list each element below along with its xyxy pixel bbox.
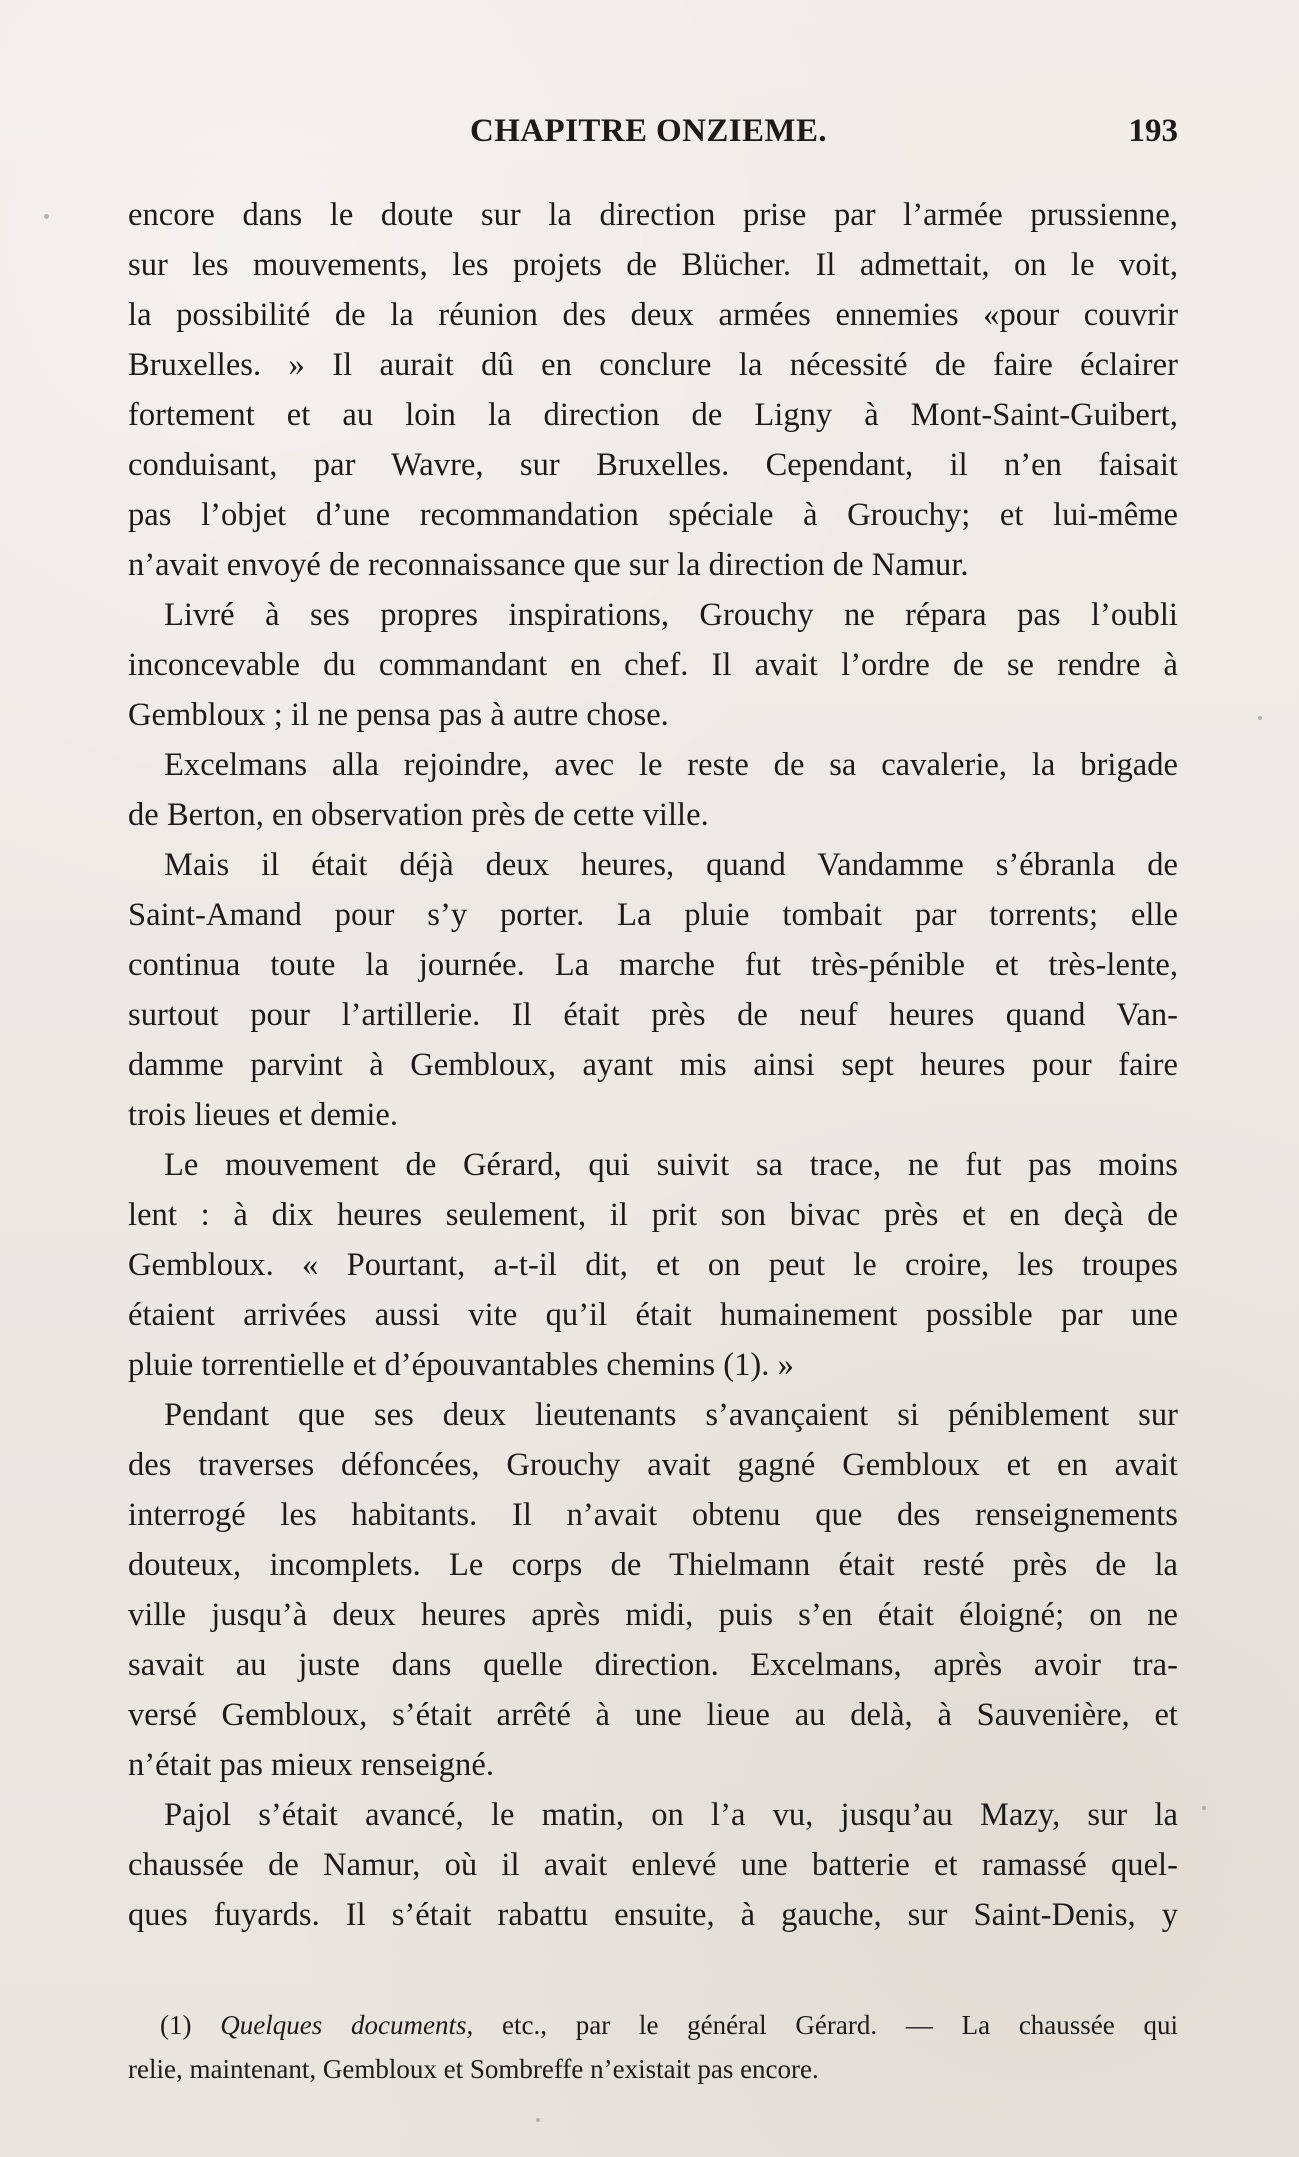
text-line: Pendant que ses deux lieutenants s’avançaient si péniblement sur [164, 1397, 1178, 1433]
text-line: Mais il était déjà deux heures, quand Vandamme s’ébranla de [164, 847, 1178, 883]
text-line: étaient arrivées aussi vite qu’il était humainement possible par une [128, 1297, 1178, 1333]
text-line: Gembloux ; il ne pensa pas à autre chose. [128, 697, 669, 733]
text-line: trois lieues et demie. [128, 1097, 399, 1133]
text-line: des traverses défoncées, Grouchy avait gagné Gembloux et en avait [128, 1447, 1178, 1483]
text-line: la possibilité de la réunion des deux armées ennemies «pour couvrir [128, 297, 1178, 333]
text-line: Le mouvement de Gérard, qui suivit sa trace, ne fut pas moins [164, 1147, 1178, 1183]
chapter-title: CHAPITRE ONZIEME. [470, 113, 828, 149]
text-line: fortement et au loin la direction de Ligny à Mont-Saint-Guibert, [128, 397, 1178, 433]
text-line: damme parvint à Gembloux, ayant mis ainsi sept heures pour faire [128, 1047, 1178, 1083]
text-line: Excelmans alla rejoindre, avec le reste de sa cavalerie, la brigade [164, 747, 1178, 783]
text-line: pluie torrentielle et d’épouvantables chemins (1). » [128, 1347, 794, 1383]
text-line: ques fuyards. Il s’était rabattu ensuite, à gauche, sur Saint-Denis, y [128, 1897, 1178, 1933]
text-line: Saint-Amand pour s’y porter. La pluie tombait par torrents; elle [128, 897, 1178, 933]
text-line: de Berton, en observation près de cette ville. [128, 797, 709, 833]
text-line: continua toute la journée. La marche fut très-pénible et très-lente, [128, 947, 1178, 983]
text-line: conduisant, par Wavre, sur Bruxelles. Cependant, il n’en faisait [128, 447, 1178, 483]
footnote-line-1-text: etc., par le général Gérard. — La chaussée qui [501, 2010, 1178, 2040]
text-line: Livré à ses propres inspirations, Grouchy ne répara pas l’oubli [164, 597, 1178, 633]
text-line: n’avait envoyé de reconnaissance que sur la direction de Namur. [128, 547, 969, 583]
text-line: versé Gembloux, s’était arrêté à une lieue au delà, à Sauvenière, et [128, 1697, 1178, 1733]
paper-speck [536, 2118, 540, 2122]
text-line: sur les mouvements, les projets de Blücher. Il admettait, on le voit, [128, 247, 1178, 283]
text-line: Bruxelles. » Il aurait dû en conclure la nécessité de faire éclairer [128, 347, 1178, 383]
paper-speck [44, 214, 49, 219]
footnote-marker: (1) [160, 2010, 192, 2040]
text-line: douteux, incomplets. Le corps de Thielmann était resté près de la [128, 1547, 1178, 1583]
text-line: encore dans le doute sur la direction prise par l’armée prussienne, [128, 197, 1178, 233]
footnote-italic-title: Quelques documents, [220, 2010, 474, 2040]
text-line: chaussée de Namur, où il avait enlevé une batterie et ramassé quel- [128, 1847, 1178, 1883]
footnote-line [160, 2003, 1178, 2047]
text-line: Gembloux. « Pourtant, a-t-il dit, et on peut le croire, les troupes [128, 1247, 1178, 1283]
page-number: 193 [1128, 113, 1178, 149]
footnote-line: relie, maintenant, Gembloux et Sombreffe n’existait pas encore. [128, 2054, 819, 2084]
paper-speck [1202, 1806, 1206, 1810]
text-line: surtout pour l’artillerie. Il était près de neuf heures quand Van- [128, 997, 1178, 1033]
running-header [128, 113, 1178, 165]
paper-speck [1258, 716, 1262, 720]
text-line: Pajol s’était avancé, le matin, on l’a vu, jusqu’au Mazy, sur la [164, 1797, 1178, 1833]
text-line: lent : à dix heures seulement, il prit son bivac près et en deçà de [128, 1197, 1178, 1233]
text-line: savait au juste dans quelle direction. Excelmans, après avoir tra- [128, 1647, 1178, 1683]
text-line: interrogé les habitants. Il n’avait obtenu que des renseignements [128, 1497, 1178, 1533]
text-line: n’était pas mieux renseigné. [128, 1747, 494, 1783]
text-line: inconcevable du commandant en chef. Il avait l’ordre de se rendre à [128, 647, 1178, 683]
text-line: pas l’objet d’une recommandation spéciale à Grouchy; et lui-même [128, 497, 1178, 533]
text-line: ville jusqu’à deux heures après midi, puis s’en était éloigné; on ne [128, 1597, 1178, 1633]
